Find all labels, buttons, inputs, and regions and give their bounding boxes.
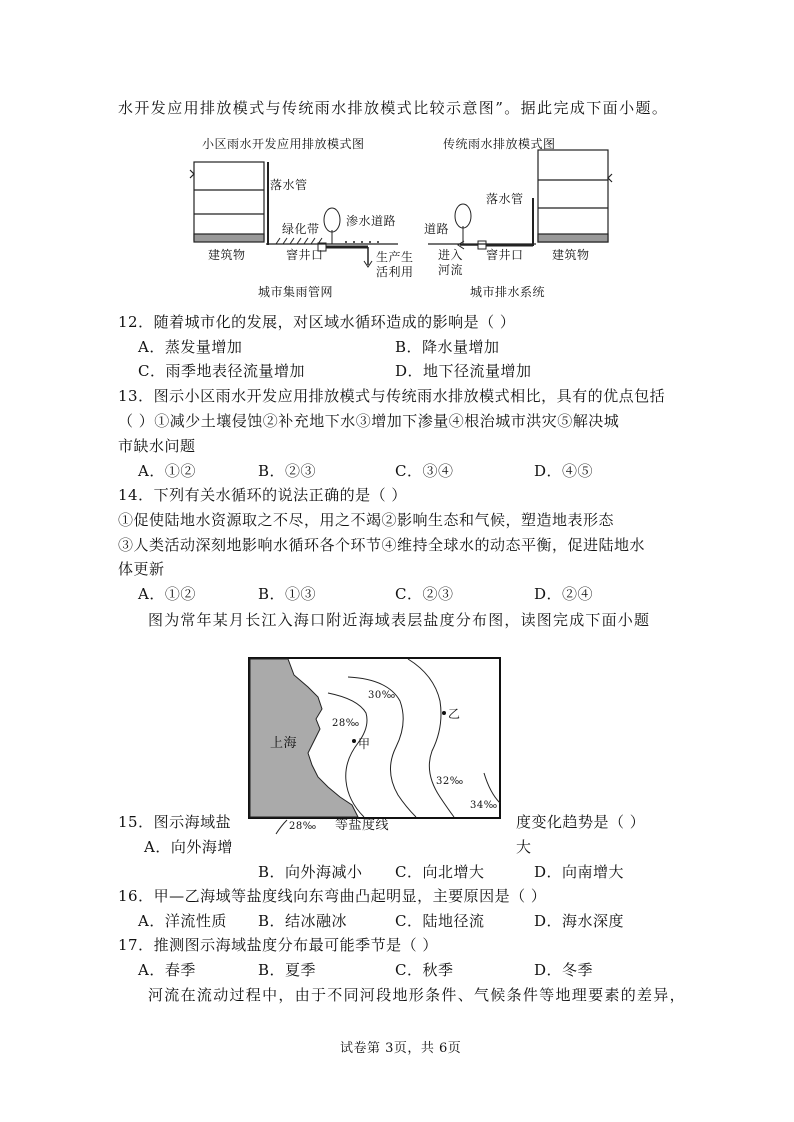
q14-option-a: A．①②	[138, 585, 196, 603]
q14-line-3: 体更新	[118, 560, 165, 578]
q13-stem-1: 13．图示小区雨水开发应用排放模式与传统雨水排放模式相比，具有的优点包括	[118, 387, 666, 405]
label-iso-28: 28‰	[332, 718, 360, 729]
tree-icon	[324, 208, 340, 244]
q12-option-c: C．雨季地表径流量增加	[138, 362, 305, 380]
label-jia: 甲	[358, 737, 371, 751]
salinity-map	[248, 657, 501, 819]
right-caption: 城市排水系统	[470, 285, 546, 299]
q13-option-a: A．①②	[138, 462, 196, 480]
q14-line-1: ①促使陆地水资源取之不尽，用之不竭②影响生态和气候，塑造地表形态	[118, 511, 615, 529]
q14-option-d: D．②④	[534, 585, 594, 603]
green-belt-label: 绿化带	[282, 222, 320, 236]
label-iso-34: 34‰	[470, 800, 498, 811]
q15-option-b: B．向外海减小	[258, 863, 363, 881]
reuse-label-2: 活利用	[376, 265, 414, 279]
left-caption: 城市集雨管网	[258, 285, 334, 299]
left-manhole-label: 窨井口	[286, 248, 324, 262]
road-label: 道路	[424, 222, 450, 236]
q12-option-d: D．地下径流量增加	[395, 362, 532, 380]
tree-icon	[455, 204, 471, 244]
reuse-label-1: 生产生	[376, 250, 414, 264]
q13-option-c: C．③④	[395, 462, 454, 480]
q17-option-b: B．夏季	[258, 961, 317, 979]
rainwater-figure	[188, 130, 618, 302]
q12-stem: 12．随着城市化的发展，对区域水循环造成的影响是（ ）	[118, 313, 516, 331]
passage-river: 河流在流动过程中，由于不同河段地形条件、气候条件等地理要素的差异，	[148, 986, 686, 1004]
page-footer: 试卷第 3页，共 6页	[340, 1041, 462, 1056]
point-yi	[442, 711, 446, 715]
left-title: 小区雨水开发应用排放模式图	[202, 137, 365, 151]
label-yi: 乙	[448, 707, 461, 721]
q14-stem: 14．下列有关水循环的说法正确的是（ ）	[118, 486, 407, 504]
q14-option-c: C．②③	[395, 585, 454, 603]
label-iso-30: 30‰	[368, 690, 396, 701]
right-manhole-label: 窨井口	[486, 248, 524, 262]
q14-option-b: B．①③	[258, 585, 317, 603]
q15-option-a-left: A．向外海增	[144, 838, 233, 856]
q17-option-a: A．春季	[138, 961, 196, 979]
legend-line-icon	[275, 818, 289, 836]
q16-stem: 16．甲—乙海域等盐度线向东弯曲凸起明显，主要原因是（ ）	[118, 887, 547, 905]
q17-option-c: C．秋季	[395, 961, 454, 979]
q14-line-2: ③人类活动深刻地影响水循环各个环节④维持全球水的动态平衡，促进陆地水	[118, 536, 646, 554]
map-legend	[275, 818, 425, 836]
point-jia	[352, 739, 356, 743]
left-building	[190, 162, 264, 242]
legend-label: 等盐度线	[335, 818, 390, 833]
label-shanghai: 上海	[270, 736, 298, 751]
q17-option-d: D．冬季	[534, 961, 594, 979]
q16-option-a: A．洋流性质	[138, 912, 227, 930]
q12-option-b: B．降水量增加	[395, 338, 500, 356]
q15-option-d: D．向南增大	[534, 863, 625, 881]
q16-option-c: C．陆地径流	[395, 912, 485, 930]
left-building-label: 建筑物	[208, 248, 246, 262]
q15-option-a-right: 大	[516, 838, 532, 856]
q13-option-b: B．②③	[258, 462, 317, 480]
right-downpipe-label: 落水管	[486, 192, 524, 206]
passage-salinity: 图为常年某月长江入海口附近海域表层盐度分布图，读图完成下面小题	[148, 611, 651, 629]
left-downpipe-label: 落水管	[270, 178, 308, 192]
q15-option-c: C．向北增大	[395, 863, 485, 881]
label-iso-32: 32‰	[436, 776, 464, 787]
q15-stem-left: 15．图示海域盐	[118, 813, 232, 831]
legend-value: 28‰	[289, 821, 317, 832]
q16-option-d: D．海水深度	[534, 912, 625, 930]
enter-river-label-1: 进入	[438, 248, 464, 262]
q15-stem-right: 度变化趋势是（ ）	[516, 813, 646, 831]
enter-river-label-2: 河流	[438, 263, 464, 277]
intro-line: 水开发应用排放模式与传统雨水排放模式比较示意图”。据此完成下面小题。	[118, 99, 669, 117]
permeable-road-label: 渗水道路	[346, 214, 397, 228]
q13-option-d: D．④⑤	[534, 462, 594, 480]
q12-option-a: A．蒸发量增加	[138, 338, 243, 356]
right-building	[538, 150, 612, 242]
q16-option-b: B．结冰融冰	[258, 912, 348, 930]
q13-stem-2: （ ）①减少土壤侵蚀②补充地下水③增加下渗量④根治城市洪灾⑤解决城	[118, 412, 620, 430]
q17-stem: 17．推测图示海域盐度分布最可能季节是（ ）	[118, 936, 438, 954]
right-building-label: 建筑物	[552, 248, 590, 262]
q13-stem-3: 市缺水问题	[118, 437, 196, 455]
right-title: 传统雨水排放模式图	[443, 137, 556, 151]
